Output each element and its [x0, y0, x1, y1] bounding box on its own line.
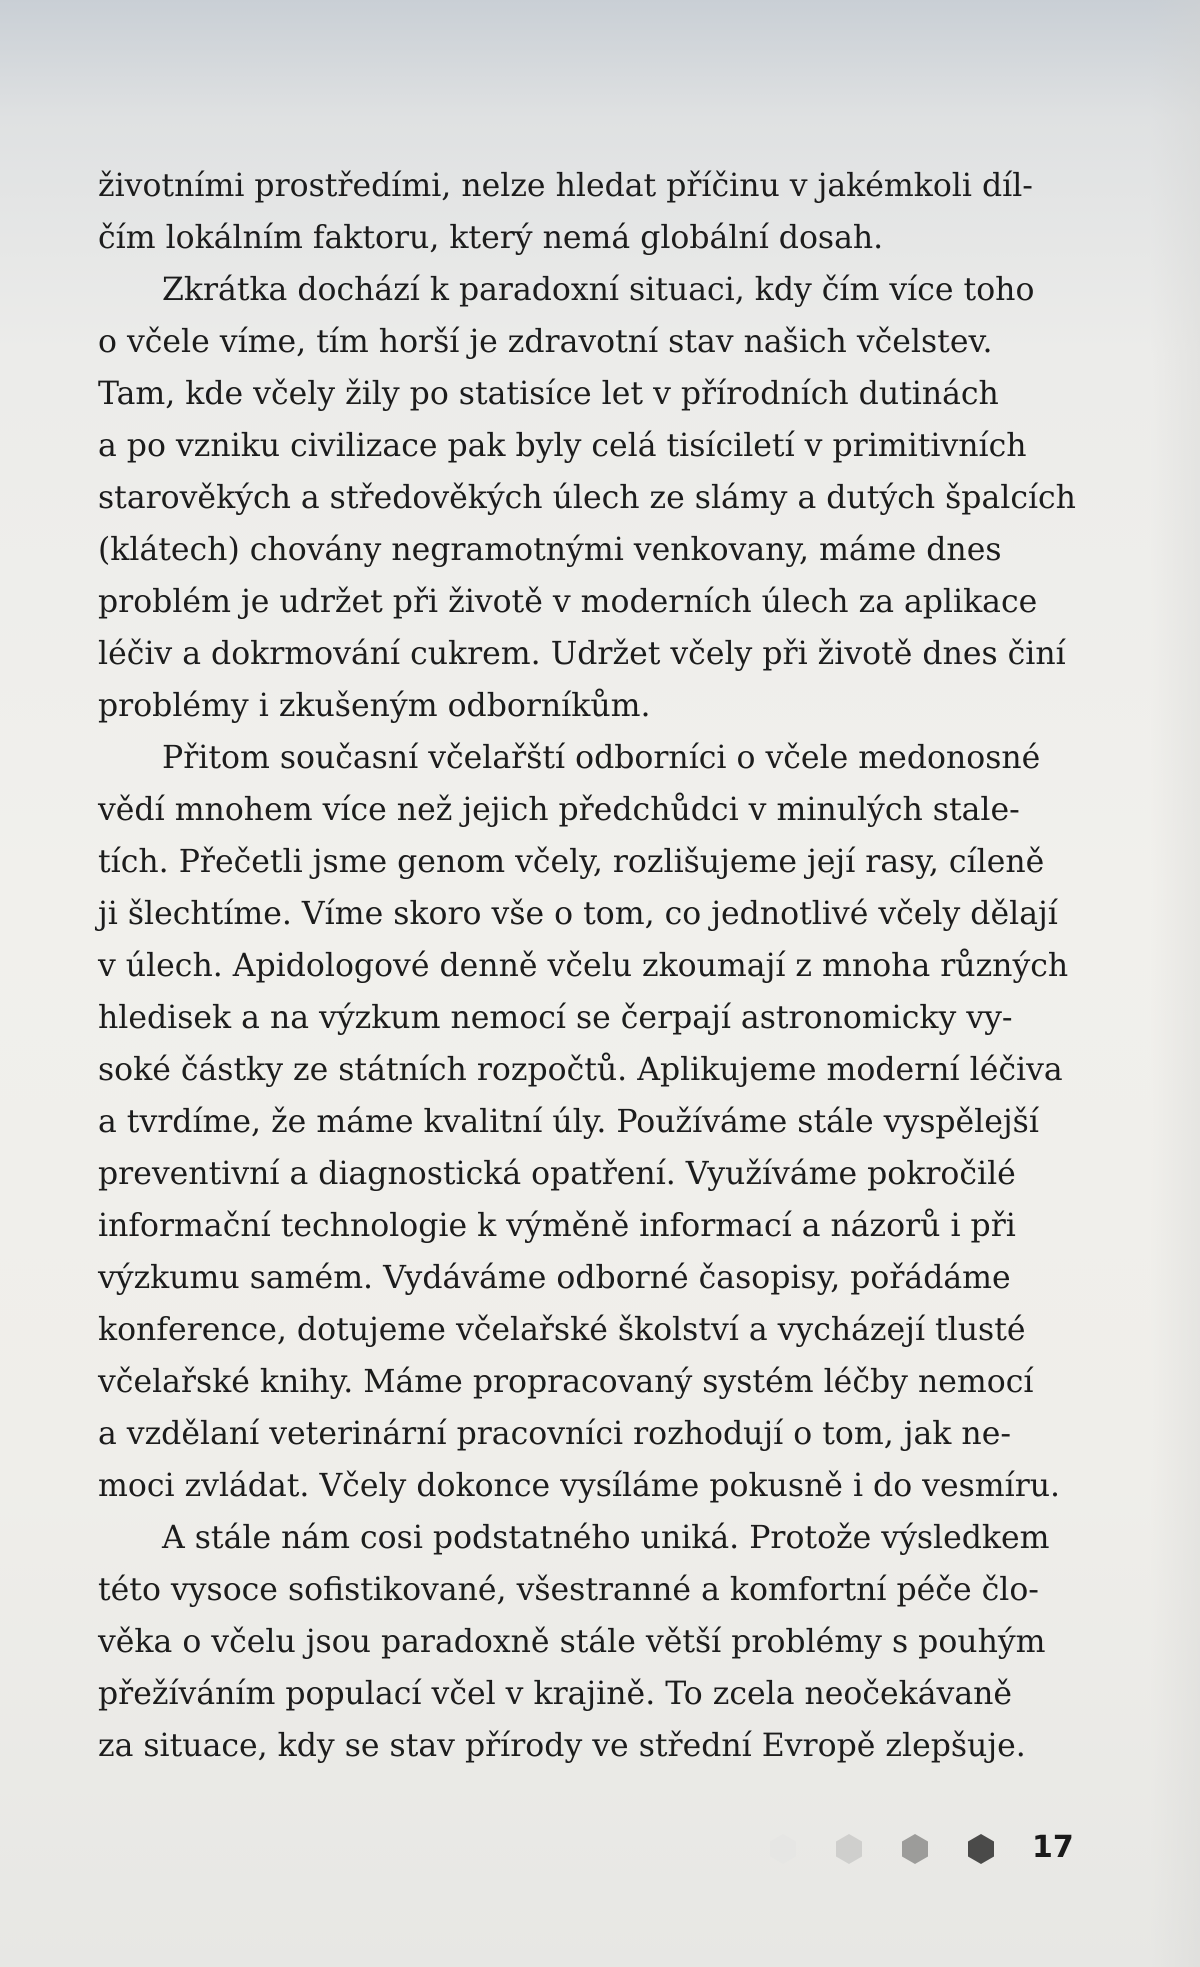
paragraph	[98, 732, 1078, 1512]
hexagon-icon	[902, 1834, 928, 1864]
body-text	[98, 160, 1078, 1772]
text-line: Zkrátka dochází k paradoxní situaci, kdy čím více toho	[162, 272, 1035, 308]
text-line: informační technologie k výměně informací a názorů i při	[98, 1208, 1016, 1244]
text-line: včelařské knihy. Máme propracovaný systém léčby nemocí	[98, 1364, 1034, 1400]
text-line: problémy i zkušeným odborníkům.	[98, 688, 651, 724]
text-line: problém je udržet při životě v moderních úlech za aplikace	[98, 584, 1038, 620]
text-line: ji šlechtíme. Víme skoro vše o tom, co jednotlivé včely dělají	[98, 896, 1058, 932]
text-line: a po vzniku civilizace pak byly celá tisíciletí v primitivních	[98, 428, 1027, 464]
text-line: tích. Přečetli jsme genom včely, rozlišujeme její rasy, cíleně	[98, 844, 1045, 880]
paragraph	[98, 160, 1078, 264]
text-line: hledisek a na výzkum nemocí se čerpají astronomicky vy-	[98, 1000, 1013, 1036]
text-line: Přitom současní včelařští odborníci o včele medonosné	[162, 740, 1041, 776]
text-line: a tvrdíme, že máme kvalitní úly. Používáme stále vyspělejší	[98, 1104, 1039, 1140]
text-line: a vzdělaní veterinární pracovníci rozhodují o tom, jak ne-	[98, 1416, 1011, 1452]
text-line: (klátech) chovány negramotnými venkovany, máme dnes	[98, 532, 1002, 568]
text-line: A stále nám cosi podstatného uniká. Protože výsledkem	[162, 1520, 1050, 1556]
paragraph	[98, 264, 1078, 732]
text-line: konference, dotujeme včelařské školství a vycházejí tlusté	[98, 1312, 1026, 1348]
hexagon-icon	[968, 1834, 994, 1864]
text-line: Tam, kde včely žily po statisíce let v přírodních dutinách	[98, 376, 999, 412]
text-line: léčiv a dokrmování cukrem. Udržet včely při životě dnes činí	[98, 636, 1066, 672]
hexagon-icon	[836, 1834, 862, 1864]
page-footer	[770, 1828, 1080, 1868]
text-line: v úlech. Apidologové denně včelu zkoumají z mnoha různých	[98, 948, 1069, 984]
text-line: za situace, kdy se stav přírody ve střední Evropě zlepšuje.	[98, 1728, 1026, 1764]
text-line: soké částky ze státních rozpočtů. Aplikujeme moderní léčiva	[98, 1052, 1063, 1088]
text-line: výzkumu samém. Vydáváme odborné časopisy, pořádáme	[98, 1260, 1011, 1296]
page-edge-shadow	[1150, 0, 1200, 1967]
text-line: přežíváním populací včel v krajině. To zcela neočekávaně	[98, 1676, 1013, 1712]
text-line: starověkých a středověkých úlech ze slámy a dutých špalcích	[98, 480, 1076, 516]
text-line: o včele víme, tím horší je zdravotní stav našich včelstev.	[98, 324, 993, 360]
text-line: životními prostředími, nelze hledat příčinu v jakémkoli díl-	[98, 168, 1033, 204]
text-line: věka o včelu jsou paradoxně stále větší problémy s pouhým	[98, 1624, 1046, 1660]
paragraph	[98, 1512, 1078, 1772]
text-line: vědí mnohem více než jejich předchůdci v minulých stale-	[98, 792, 1020, 828]
page-number: 17	[1032, 1830, 1074, 1865]
text-line: této vysoce sofistikované, všestranné a komfortní péče člo-	[98, 1572, 1039, 1608]
hexagon-icon	[770, 1834, 796, 1864]
text-line: preventivní a diagnostická opatření. Využíváme pokročilé	[98, 1156, 1016, 1192]
text-line: čím lokálním faktoru, který nemá globální dosah.	[98, 220, 884, 256]
text-line: moci zvládat. Včely dokonce vysíláme pokusně i do vesmíru.	[98, 1468, 1061, 1504]
